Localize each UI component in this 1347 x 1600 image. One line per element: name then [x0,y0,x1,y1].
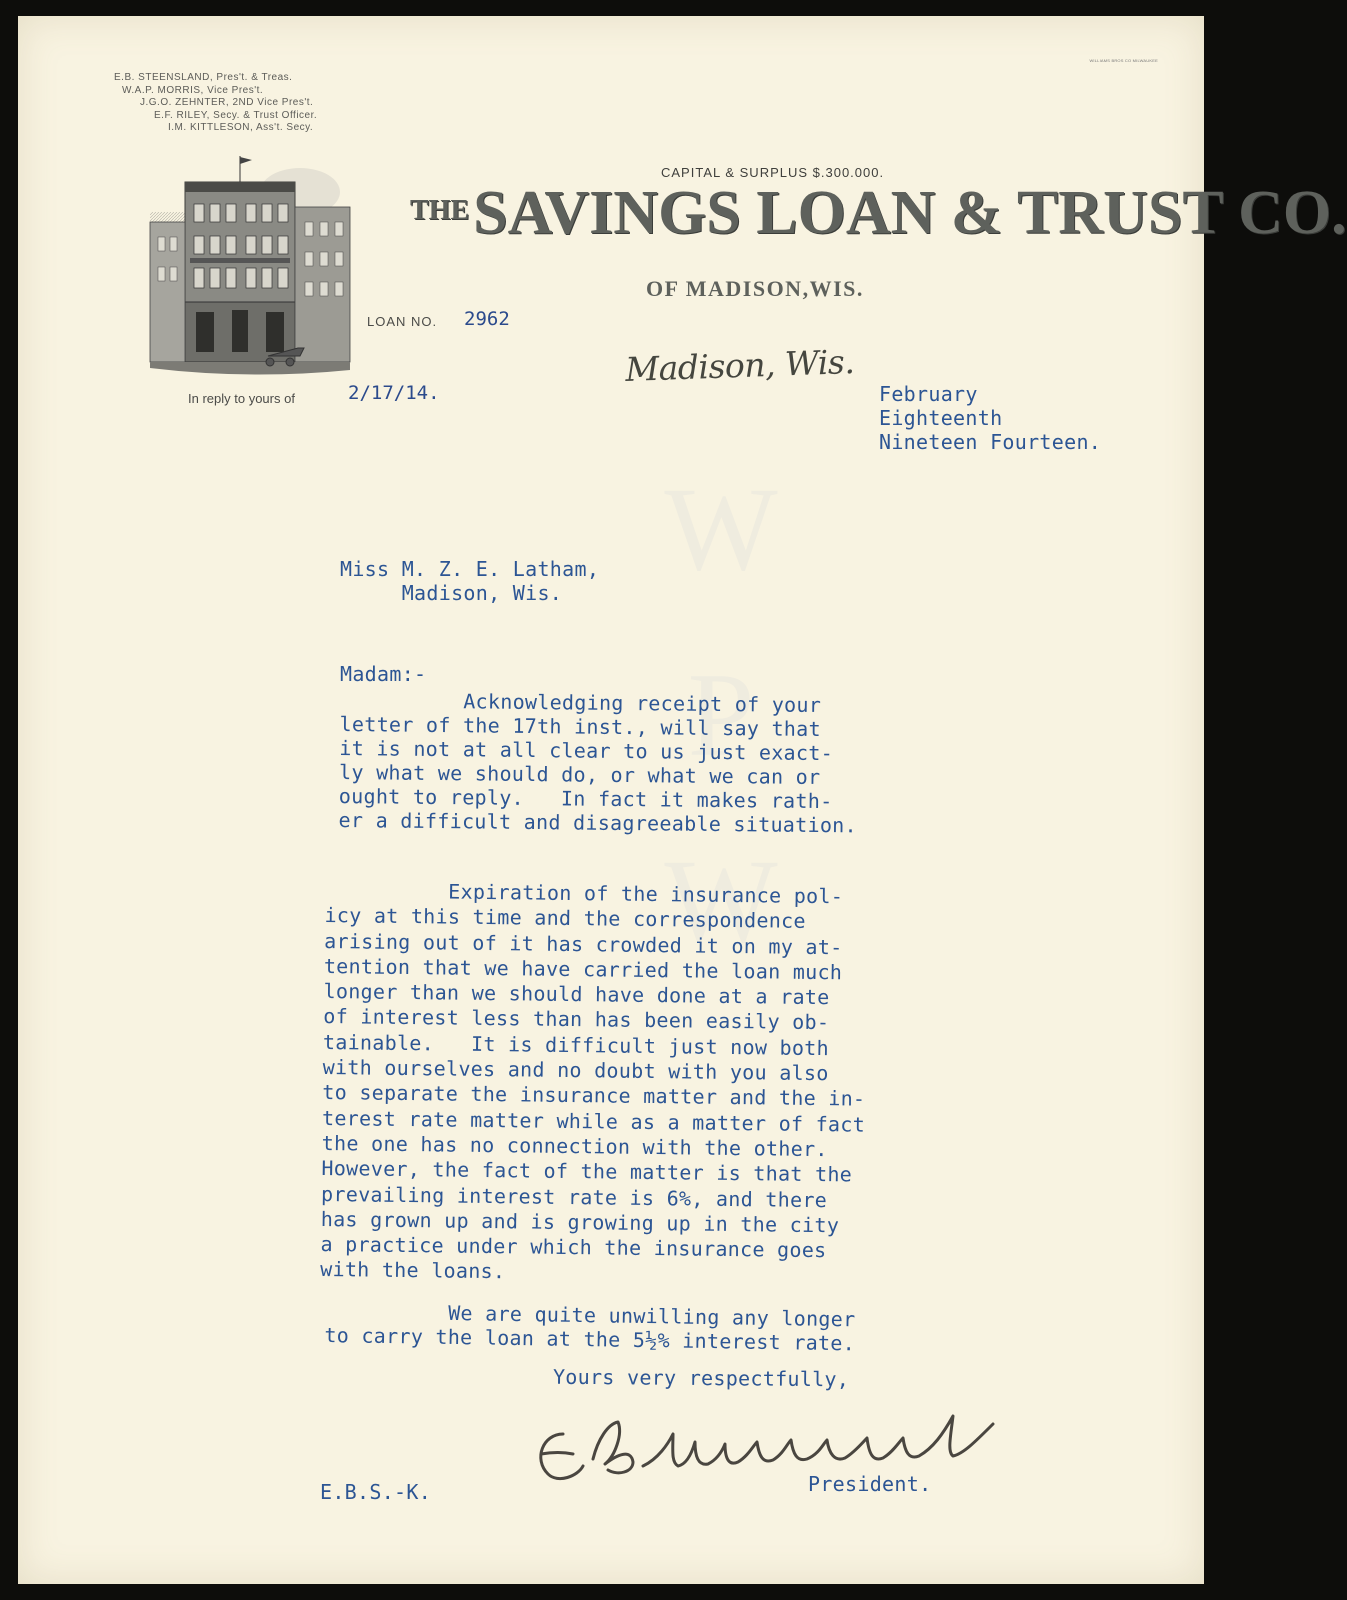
text-line: Expiration of the insurance pol- [324,878,844,909]
addressee-line: Madison, Wis. [340,581,563,605]
company-name [410,179,1347,247]
officer-line: W.A.P. MORRIS, Vice Pres't. [122,84,264,96]
closing: Yours very respectfully, [552,1364,850,1392]
officer-line: J.G.O. ZEHNTER, 2ND Vice Pres't. [140,97,314,108]
text-line: tainable. It is difficult just now both [322,1029,830,1060]
officers-list [114,72,414,135]
text-line: icy at this time and the correspondence [324,903,806,934]
text-line: er a difficult and disagreeable situation. [338,807,858,838]
text-line: However, the fact of the matter is that the [321,1156,853,1187]
company-name-main: SAVINGS LOAN & TRUST [473,179,1223,247]
text-line: tention that we have carried the loan much [323,953,843,985]
officer-line: E.B. STEENSLAND, Pres't. & Treas. [114,72,293,83]
date-line: Nineteen Fourteen. [879,430,1102,454]
loan-number-value: 2962 [464,308,510,330]
text-line: Acknowledging receipt of your [339,688,822,718]
text-line: to separate the insurance matter and the in- [322,1080,866,1111]
paragraph-2 [320,878,868,1289]
text-line: longer than we should have done at a rate [323,979,830,1010]
text-line: arising out of it has crowded it on my at- [324,928,843,959]
letter-sheet [18,16,1347,1584]
addressee [340,557,599,605]
officer-line: I.M. KITTLESON, Ass't. Secy. [168,122,314,133]
company-location: OF MADISON,WIS. [646,276,864,301]
handwritten-signature [523,1404,1043,1494]
text-line: it is not at all clear to us just exact- [339,735,834,766]
text-line: of interest less than has been easily ob- [323,1004,830,1035]
company-the: THE [410,195,470,226]
officer-line: E.F. RILEY, Secy. & Trust Officer. [154,109,318,121]
reply-date: 2/17/14. [348,382,440,404]
text-line: ly what we should do, or what we can or [338,759,821,790]
text-line: with the loans. [320,1257,506,1284]
text-line: to carry the loan at the 5½% interest rate. [324,1322,856,1356]
text-line: has grown up and is growing up in the city [320,1206,840,1238]
letter-date [879,382,1101,454]
salutation: Madam:- [340,662,427,686]
text-line: a practice under which the insurance goes [320,1232,827,1263]
typist-initials: E.B.S.-K. [320,1480,432,1504]
text-line: terest rate matter while as a matter of fact [321,1105,866,1137]
paragraph-3 [324,1299,855,1355]
text-line: with ourselves and no doubt with you also [322,1055,829,1086]
loan-number-label: LOAN NO. [367,314,438,329]
capital-surplus: CAPITAL & SURPLUS $.300.000. [661,165,885,180]
company-name-co: CO. [1238,179,1347,247]
place-script: Madison, Wis. [624,342,855,389]
text-line: letter of the 17th inst., will say that [339,711,822,742]
text-line: the one has no connection with the other. [321,1130,828,1162]
text-line: prevailing interest rate is 6%, and there [320,1181,828,1212]
printer-mark: WILLIAMS BROS CO MILWAUKEE [1089,58,1158,63]
paper-watermark: W P W [664,462,792,967]
addressee-line: Miss M. Z. E. Latham, [340,557,600,581]
text-line: We are quite unwilling any longer [324,1299,856,1332]
date-line: Eighteenth [879,406,1003,430]
bank-building-engraving [150,152,350,378]
date-line: February [879,382,978,406]
reply-label: In reply to yours of [188,391,295,406]
paragraph-1 [338,688,858,837]
signer-title: President. [808,1472,932,1496]
text-line: ought to reply. In fact it makes rath- [338,783,833,814]
